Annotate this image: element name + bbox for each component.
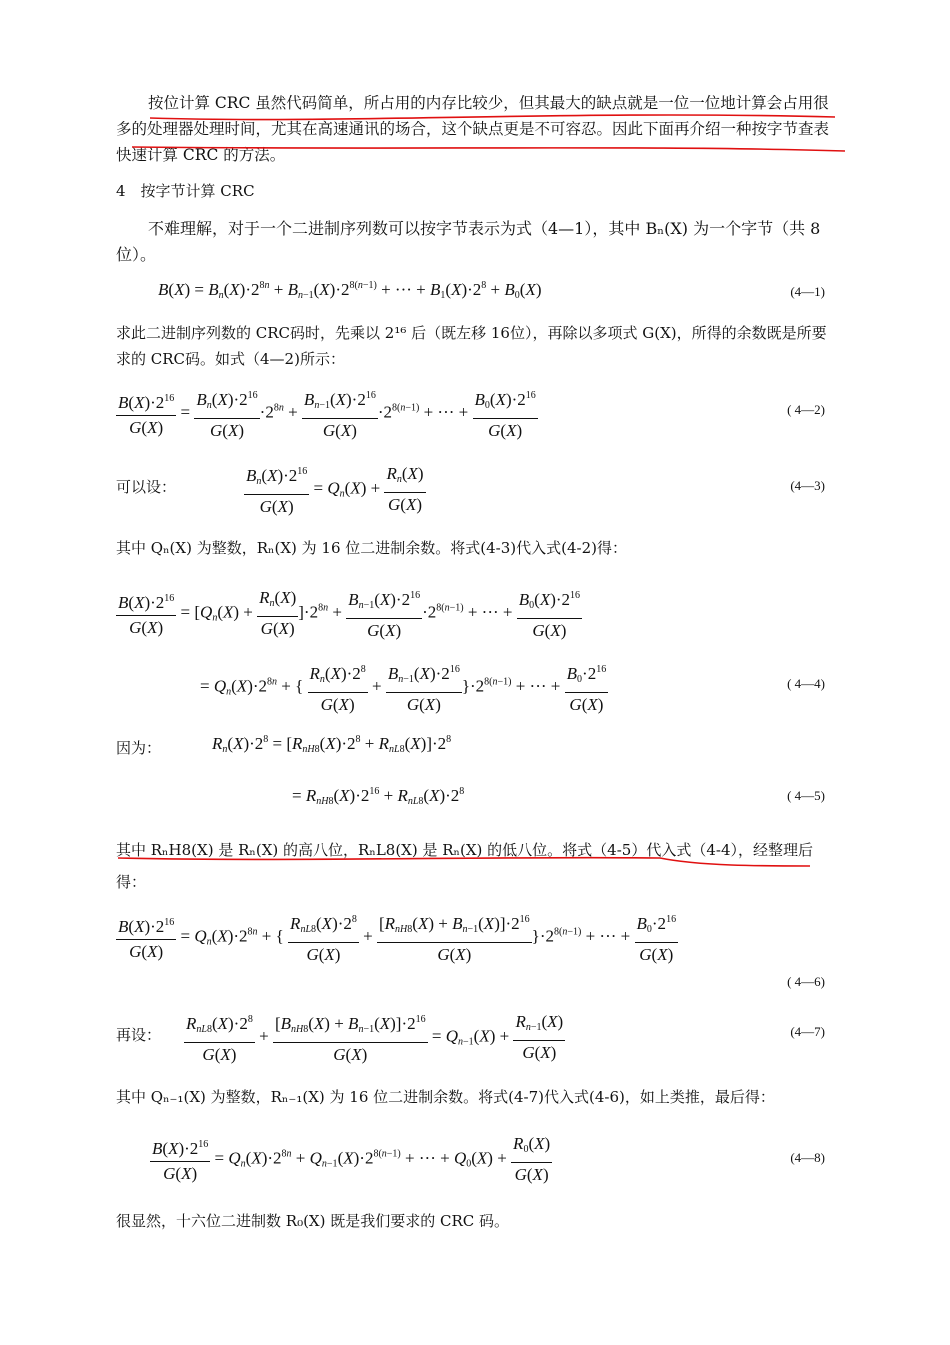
red-underline-1 [150,115,835,120]
label-zaishe: 再设： [116,1026,162,1044]
equation-tag-4-2: ( 4—2) [787,402,825,417]
intro-paragraph: 按位计算 CRC 虽然代码简单，所占用的内存比较少，但其最大的缺点就是一位一位地计算会占用很多的处理器处理时间，尤其在高速通讯的场合，这个缺点更是不可容忍。因此下面再介绍一种按字节查表快速计算 CRC 的方法。 [116,94,830,164]
equation-4-4-line1: $\frac{B(X)\cdot 2^{16}}{G(X)}$ = [$Q_n(X)$ + $\frac{R_n(X)}{G(X)}$ ]$\cdot 2^{8n}$ + $\frac{B_{n-1}(X)\cdot 2^{16}}{G(X)}$ $\cdot 2^{8(n-1)}$ + ··· + $\frac{B_0(X)\cdot 2^{16}}{G(X)}$ [116,584,582,643]
red-underline-2 [132,147,845,151]
equation-tag-4-4: ( 4—4) [787,676,825,691]
equation-4-2: $\frac{B(X)\cdot 2^{16}}{G(X)}$ = $\frac{B_n(X)\cdot 2^{16}}{G(X)}$ $\cdot 2^{8n}$ + $\frac{B_{n-1}(X)\cdot 2^{16}}{G(X)}$ $\cdot 2^{8(n-1)}$ + ··· + $\frac{B_0(X)\cdot 2^{16}}{G(X)}$ [116,384,538,443]
label-keyi: 可以设： [116,478,177,496]
paragraph-high-low-bits: 其中 RₙH8(X) 是 Rₙ(X) 的高八位，RₙL8(X) 是 Rₙ(X) 的低八位。将式（4-5）代入式（4-4），经整理后得： [116,841,813,891]
equation-tag-4-5: ( 4—5) [787,788,825,803]
paragraph-byte-representation: 不难理解，对于一个二进制序列数可以按字节表示为式（4—1），其中 Bₙ(X) 为一个字节（共 8位）。 [116,219,821,264]
equation-4-3: $\frac{B_n(X)\cdot 2^{16}}{G(X)}$ = $Q_n(X)$ + $\frac{R_n(X)}{G(X)}$ [244,460,426,519]
equation-tag-4-1: (4—1) [790,284,825,299]
equation-4-1: $B(X) = B_n(X)\cdot 2^{8n} + B_{n-1}(X)\cdot 2^{8(n-1)}$ + ··· + $B_1(X)\cdot 2^8 + B_0(X)$ [158,280,542,301]
equation-4-8: $\frac{B(X)\cdot 2^{16}}{G(X)}$ = $Q_n(X)\cdot 2^{8n} + Q_{n-1}(X)\cdot 2^{8(n-1)}$ + ··· + $Q_0(X)$ + $\frac{R_0(X)}{G(X)}$ [152,1134,551,1184]
label-yinwei: 因为： [116,739,162,757]
equation-tag-4-6: ( 4—6) [787,974,825,989]
section-heading: 4 按字节计算 CRC [116,182,255,200]
equation-tag-4-8: (4—8) [790,1150,825,1165]
equation-4-4-line2: = $Q_n(X)\cdot 2^{8n}$ + { $\frac{R_n(X)\cdot 2^8}{G(X)}$ + $\frac{B_{n-1}(X)\cdot 2^{16}}{G(X)}$ }$\cdot 2^{8(n-1)}$ + ··· + $\frac{B_0\cdot 2^{16}}{G(X)}$ [200,658,608,717]
paragraph-qn-rn: 其中 Qₙ(X) 为整数，Rₙ(X) 为 16 位二进制余数。将式(4-3)代入式(4-2)得： [116,539,627,557]
equation-4-5-line1: $R_n(X)\cdot 2^8 = [R_{nH8}(X)\cdot 2^8 + R_{nL8}(X)]\cdot 2^8$ [212,734,452,755]
paragraph-iteration: 其中 Qₙ₋₁(X) 为整数，Rₙ₋₁(X) 为 16 位二进制余数。将式(4-7)代入式(4-6)，如上类推，最后得： [116,1088,775,1106]
equation-tag-4-7: (4—7) [790,1024,825,1039]
equation-4-6: $\frac{B(X)\cdot 2^{16}}{G(X)}$ = $Q_n(X)\cdot 2^{8n}$ + { $\frac{R_{nL8}(X)\cdot 2^8}{G(X)}$ + $\frac{[R_{nH8}(X) + B_{n-1}(X)]\cdot 2^{16}}{G(X)}$ }$\cdot 2^{8(n-1)}$ + ··· + $\frac{B_0\cdot 2^{16}}{G(X)}$ [116,908,678,967]
paragraph-conclusion: 很显然，十六位二进制数 R₀(X) 既是我们要求的 CRC 码。 [116,1212,510,1230]
equation-tag-4-3: (4—3) [790,478,825,493]
equation-4-5-line2: = $R_{nH8}(X)\cdot 2^{16} + R_{nL8}(X)\cdot 2^8$ [292,786,465,807]
paragraph-crc-definition: 求此二进制序列数的 CRC码时，先乘以 2¹⁶ 后（既左移 16位），再除以多项式 G(X)，所得的余数既是所要求的 CRC码。如式（4—2)所示： [116,324,827,368]
equation-4-7: $\frac{R_{nL8}(X)\cdot 2^8}{G(X)}$ + $\frac{[B_{nH8}(X) + B_{n-1}(X)]\cdot 2^{16}}{G(X)}$ = $Q_{n-1}(X)$ + $\frac{R_{n-1}(X)}{G(X)}$ [184,1008,565,1067]
